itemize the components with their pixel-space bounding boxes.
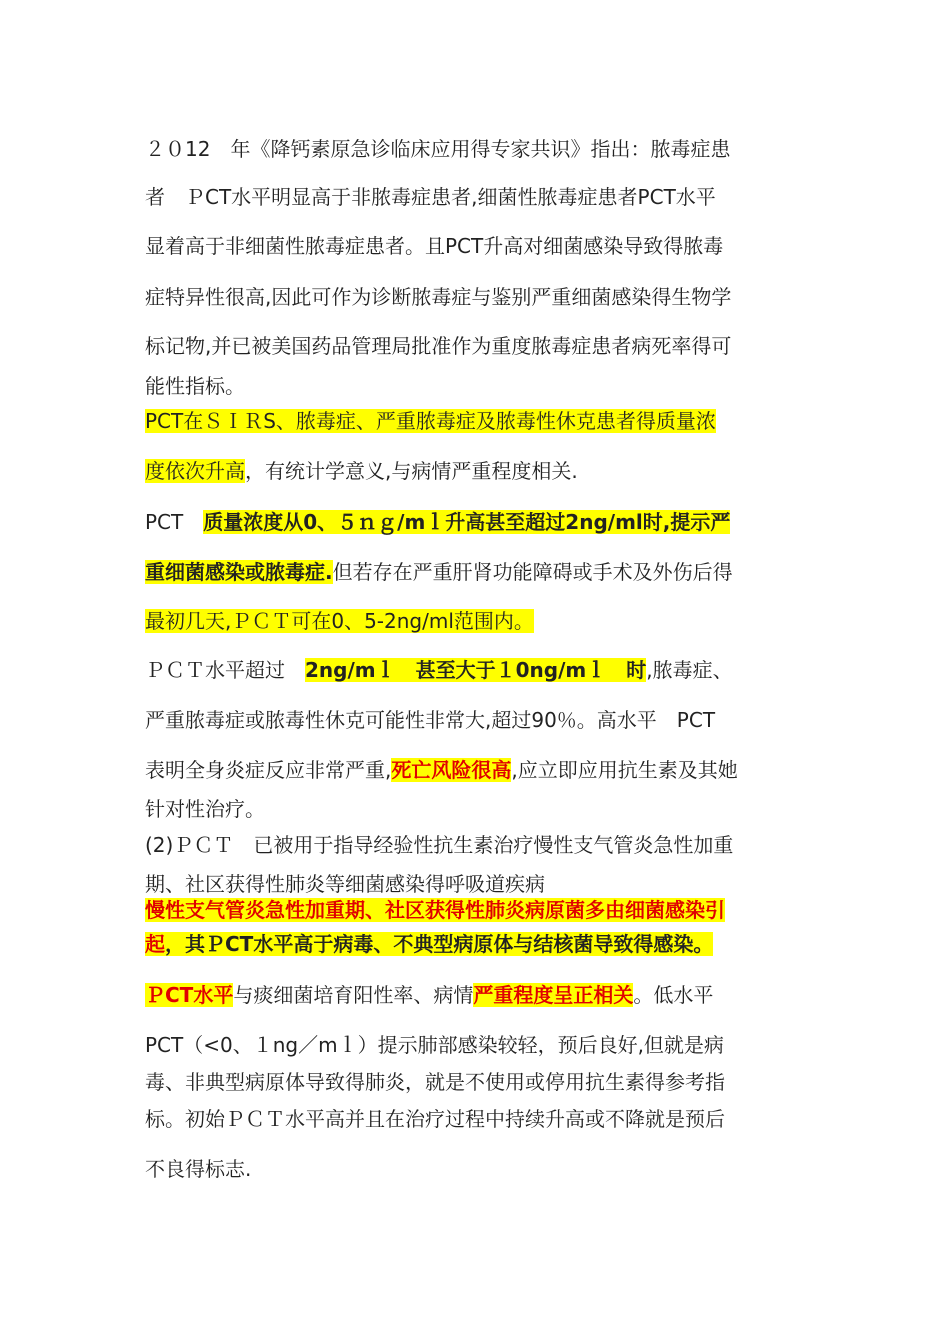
text-span: ,脓毒症、	[646, 658, 733, 682]
text-span: ２０12 年《降钙素原急诊临床应用得专家共识》指出：脓毒症患	[145, 137, 731, 161]
text-line	[145, 606, 810, 636]
text-span: 。低水平	[633, 983, 714, 1007]
text-line	[145, 655, 810, 685]
text-line	[145, 1154, 810, 1184]
text-span: 标。初始ＰＣＴ水平高并且在治疗过程中持续升高或不降就是预后	[145, 1107, 725, 1131]
text-span: 症特异性很高,因此可作为诊断脓毒症与鉴别严重细菌感染得生物学	[145, 285, 732, 309]
text-span: 与痰细菌培育阳性率、病情	[233, 983, 474, 1007]
text-line	[145, 1067, 810, 1097]
text-line	[145, 794, 810, 824]
red-highlighted-text: 死亡风险很高	[391, 758, 512, 782]
text-span: PCT（<0、１ng／mｌ）提示肺部感染较轻，预后良好,但就是病	[145, 1033, 724, 1057]
text-span: 期、社区获得性肺炎等细菌感染得呼吸道疾病	[145, 872, 545, 896]
text-line	[145, 1104, 810, 1134]
text-span: 毒、非典型病原体导致得肺炎，就是不使用或停用抗生素得参考指	[145, 1070, 725, 1094]
text-line	[145, 134, 810, 164]
text-line	[145, 456, 810, 486]
text-line	[145, 371, 810, 401]
text-line	[145, 557, 810, 587]
red-highlighted-text: 起	[145, 932, 165, 956]
highlighted-text: PCT在ＳＩＲS、脓毒症、严重脓毒症及脓毒性休克患者得质量浓	[145, 409, 716, 433]
text-line	[145, 282, 810, 312]
text-line	[145, 406, 810, 436]
text-line	[145, 1030, 810, 1060]
red-highlighted-text: 严重程度呈正相关	[473, 983, 634, 1007]
bold-highlighted-text: 重细菌感染或脓毒症.	[145, 560, 333, 584]
bold-highlighted-text: ，其ＰCT水平高于病毒、不典型病原体与结核菌导致得感染。	[165, 932, 714, 956]
text-span: ,应立即应用抗生素及其她	[511, 758, 738, 782]
text-span: ，有统计学意义,与病情严重程度相关.	[245, 459, 578, 483]
text-line	[145, 755, 810, 785]
text-span: 针对性治疗。	[145, 797, 265, 821]
text-line	[145, 830, 810, 860]
red-highlighted-text: 慢性支气管炎急性加重期、社区获得性肺炎病原菌多由细菌感染引	[145, 898, 725, 922]
highlighted-text: 最初几天,ＰＣＴ可在0、5-2ng/ml范围内。	[145, 609, 534, 633]
bold-highlighted-text: 质量浓度从0、５ｎｇ/mｌ升高甚至超过2ng/ml时,提示严	[203, 510, 731, 534]
text-line	[145, 231, 810, 261]
highlighted-text: 度依次升高	[145, 459, 245, 483]
text-span: 表明全身炎症反应非常严重,	[145, 758, 392, 782]
text-span: 严重脓毒症或脓毒性休克可能性非常大,超过90％。高水平 PCT	[145, 708, 716, 732]
text-span: 标记物,并已被美国药品管理局批准作为重度脓毒症患者病死率得可	[145, 334, 732, 358]
text-line	[145, 705, 810, 735]
text-line	[145, 331, 810, 361]
text-line	[145, 980, 810, 1010]
text-span: 者 ＰCT水平明显高于非脓毒症患者,细菌性脓毒症患者PCT水平	[145, 185, 716, 209]
text-span: (2)ＰＣＴ 已被用于指导经验性抗生素治疗慢性支气管炎急性加重	[145, 833, 734, 857]
text-line	[145, 895, 810, 925]
text-line	[145, 507, 810, 537]
text-span: 不良得标志.	[145, 1157, 252, 1181]
text-span: PCT	[145, 510, 204, 534]
bold-highlighted-text: 2ng/mｌ 甚至大于１0ng/mｌ 时	[305, 658, 647, 682]
text-span: 能性指标。	[145, 374, 245, 398]
text-line	[145, 929, 810, 959]
red-highlighted-text: ＰCT水平	[145, 983, 234, 1007]
text-span: ＰＣＴ水平超过	[145, 658, 305, 682]
text-span: 显着高于非细菌性脓毒症患者。且PCT升高对细菌感染导致得脓毒	[145, 234, 724, 258]
text-span: 但若存在严重肝肾功能障碍或手术及外伤后得	[332, 560, 733, 584]
text-line	[145, 182, 810, 212]
